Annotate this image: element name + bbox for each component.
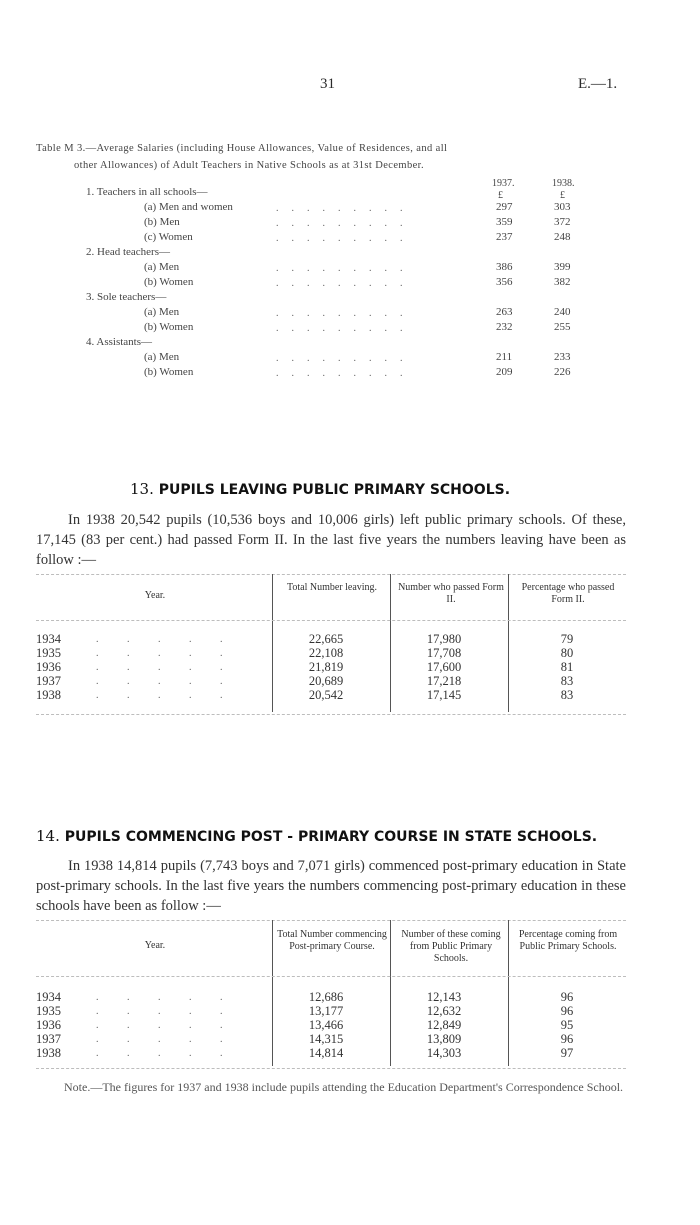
table-rule <box>36 1068 626 1069</box>
table-row-year: 1938 <box>36 1046 61 1060</box>
row-label: (b) Women <box>144 276 194 288</box>
column-divider <box>508 574 509 712</box>
row-label: (b) Men <box>144 216 180 228</box>
value-1938: 226 <box>554 366 571 378</box>
value-1937: 263 <box>496 306 513 318</box>
leader-dots: . . . . . <box>96 676 236 687</box>
row-label: (a) Men <box>144 306 180 318</box>
table-row-year: 1934 <box>36 990 61 1004</box>
table-cell: 96 <box>560 1004 574 1018</box>
value-1938: 382 <box>554 276 571 288</box>
table-cell: 17,708 <box>426 646 462 660</box>
table-cell: 20,689 <box>308 674 344 688</box>
leader-dots: ......... <box>276 323 416 334</box>
table-cell: 21,819 <box>308 660 344 674</box>
row-label: (a) Men <box>144 261 180 273</box>
table-rule <box>36 976 626 977</box>
row-label: (c) Women <box>144 231 193 243</box>
table-cell: 12,632 <box>426 1004 462 1018</box>
table-cell: 17,145 <box>426 688 462 702</box>
value-1938: 255 <box>554 321 571 333</box>
table-cell: 83 <box>560 688 574 702</box>
section-number: 13. <box>130 480 154 498</box>
table-cell: 17,218 <box>426 674 462 688</box>
table-cell: 12,143 <box>426 990 462 1004</box>
document-reference: E.—1. <box>578 76 618 92</box>
leader-dots: . . . . . <box>96 648 236 659</box>
table-cell: 14,303 <box>426 1046 462 1060</box>
leader-dots: . . . . . <box>96 1048 236 1059</box>
column-divider <box>390 574 391 712</box>
col-unit-1937: £ <box>498 190 503 201</box>
table-rule <box>36 574 626 575</box>
table-cell: 14,814 <box>308 1046 344 1060</box>
leader-dots: . . . . . <box>96 1020 236 1031</box>
value-1937: 232 <box>496 321 513 333</box>
salary-table-caption <box>36 140 636 174</box>
table-rule <box>36 714 626 715</box>
value-1938: 233 <box>554 351 571 363</box>
section-13-paragraph: In 1938 20,542 pupils (10,536 boys and 10,006 girls) left public primary schools. Of these, 17,145 (83 per cent.) had passed Form II. In the last five years the numbers leaving have been as follow :— <box>36 512 626 568</box>
leader-dots: ......... <box>276 368 416 379</box>
table-row-year: 1937 <box>36 674 61 688</box>
column-divider <box>390 920 391 1066</box>
table-cell: 83 <box>560 674 574 688</box>
table-cell: 17,600 <box>426 660 462 674</box>
table-row-year: 1935 <box>36 1004 61 1018</box>
table-cell: 95 <box>560 1018 574 1032</box>
table-cell: 22,665 <box>308 632 344 646</box>
leader-dots: ......... <box>276 233 416 244</box>
col-year-1938: 1938. <box>552 178 575 189</box>
row-label: (b) Women <box>144 366 194 378</box>
table-row-year: 1934 <box>36 632 61 646</box>
table-row-year: 1935 <box>36 646 61 660</box>
col-header-percentage: Percentage who passed Form II. <box>521 582 615 605</box>
leader-dots: . . . . . <box>96 1034 236 1045</box>
table-cell: 22,108 <box>308 646 344 660</box>
column-divider <box>272 574 273 712</box>
table-cell: 17,980 <box>426 632 462 646</box>
value-1938: 303 <box>554 201 571 213</box>
table-cell: 13,809 <box>426 1032 462 1046</box>
leader-dots: ......... <box>276 218 416 229</box>
caption-line-2: other Allowances) of Adult Teachers in Native Schools as at 31st December. <box>74 160 425 171</box>
col-header-percentage: Percentage coming from Public Primary Schools. <box>518 929 618 952</box>
col-unit-1938: £ <box>560 190 565 201</box>
col-year-1937: 1937. <box>492 178 515 189</box>
col-header-year: Year. <box>144 590 166 601</box>
col-header-year: Year. <box>144 940 166 951</box>
value-1937: 386 <box>496 261 513 273</box>
section-title: PUPILS COMMENCING POST - PRIMARY COURSE IN STATE SCHOOLS. <box>64 829 598 845</box>
table-row-year: 1937 <box>36 1032 61 1046</box>
value-1937: 297 <box>496 201 513 213</box>
value-1937: 209 <box>496 366 513 378</box>
value-1938: 399 <box>554 261 571 273</box>
table-row-year: 1938 <box>36 688 61 702</box>
group-title: 4. Assistants— <box>86 336 153 348</box>
value-1938: 372 <box>554 216 571 228</box>
table-cell: 96 <box>560 990 574 1004</box>
table-cell: 97 <box>560 1046 574 1060</box>
caption-line-1: Table M 3.—Average Salaries (including House Allowances, Value of Residences, and all <box>36 143 448 154</box>
table-cell: 96 <box>560 1032 574 1046</box>
leader-dots: ......... <box>276 353 416 364</box>
table-rule <box>36 620 626 621</box>
column-divider <box>508 920 509 1066</box>
column-divider <box>272 920 273 1066</box>
row-label: (a) Men <box>144 351 180 363</box>
col-header-total: Total Number commencing Post-primary Course. <box>277 929 387 952</box>
table-rule <box>36 920 626 921</box>
page-number: 31 <box>320 76 335 92</box>
table-row-year: 1936 <box>36 1018 61 1032</box>
table-cell: 13,177 <box>308 1004 344 1018</box>
leader-dots: ......... <box>276 308 416 319</box>
table-cell: 20,542 <box>308 688 344 702</box>
leader-dots: . . . . . <box>96 634 236 645</box>
section-14-heading <box>36 827 597 845</box>
table-cell: 12,686 <box>308 990 344 1004</box>
value-1937: 356 <box>496 276 513 288</box>
group-title: 3. Sole teachers— <box>86 291 167 303</box>
leader-dots: ......... <box>276 263 416 274</box>
table-cell: 12,849 <box>426 1018 462 1032</box>
section-number: 14. <box>36 827 60 845</box>
table-cell: 80 <box>560 646 574 660</box>
value-1937: 359 <box>496 216 513 228</box>
table-cell: 14,315 <box>308 1032 344 1046</box>
row-label: (a) Men and women <box>144 201 233 213</box>
footnote: Note.—The figures for 1937 and 1938 include pupils attending the Education Department's Correspondence School. <box>64 1080 624 1094</box>
table-cell: 13,466 <box>308 1018 344 1032</box>
leader-dots: . . . . . <box>96 690 236 701</box>
value-1938: 240 <box>554 306 571 318</box>
col-header-total: Total Number leaving. <box>286 582 378 593</box>
section-13-heading <box>130 480 510 498</box>
group-title: 1. Teachers in all schools— <box>86 186 208 198</box>
col-header-passed: Number who passed Form II. <box>398 582 504 605</box>
table-row-year: 1936 <box>36 660 61 674</box>
leader-dots: . . . . . <box>96 992 236 1003</box>
value-1937: 237 <box>496 231 513 243</box>
group-title: 2. Head teachers— <box>86 246 170 258</box>
leader-dots: . . . . . <box>96 662 236 673</box>
col-header-from-public: Number of these coming from Public Primary Schools. <box>401 929 501 964</box>
leader-dots: . . . . . <box>96 1006 236 1017</box>
value-1937: 211 <box>496 351 513 363</box>
row-label: (b) Women <box>144 321 194 333</box>
table-cell: 79 <box>560 632 574 646</box>
leader-dots: ......... <box>276 203 416 214</box>
section-14-paragraph: In 1938 14,814 pupils (7,743 boys and 7,071 girls) commenced post-primary education in State post-primary schools. In the last five years the numbers commencing post-primary education in these schools have been as follow :— <box>36 858 626 914</box>
section-title: PUPILS LEAVING PUBLIC PRIMARY SCHOOLS. <box>158 482 511 498</box>
value-1938: 248 <box>554 231 571 243</box>
table-cell: 81 <box>560 660 574 674</box>
leader-dots: ......... <box>276 278 416 289</box>
